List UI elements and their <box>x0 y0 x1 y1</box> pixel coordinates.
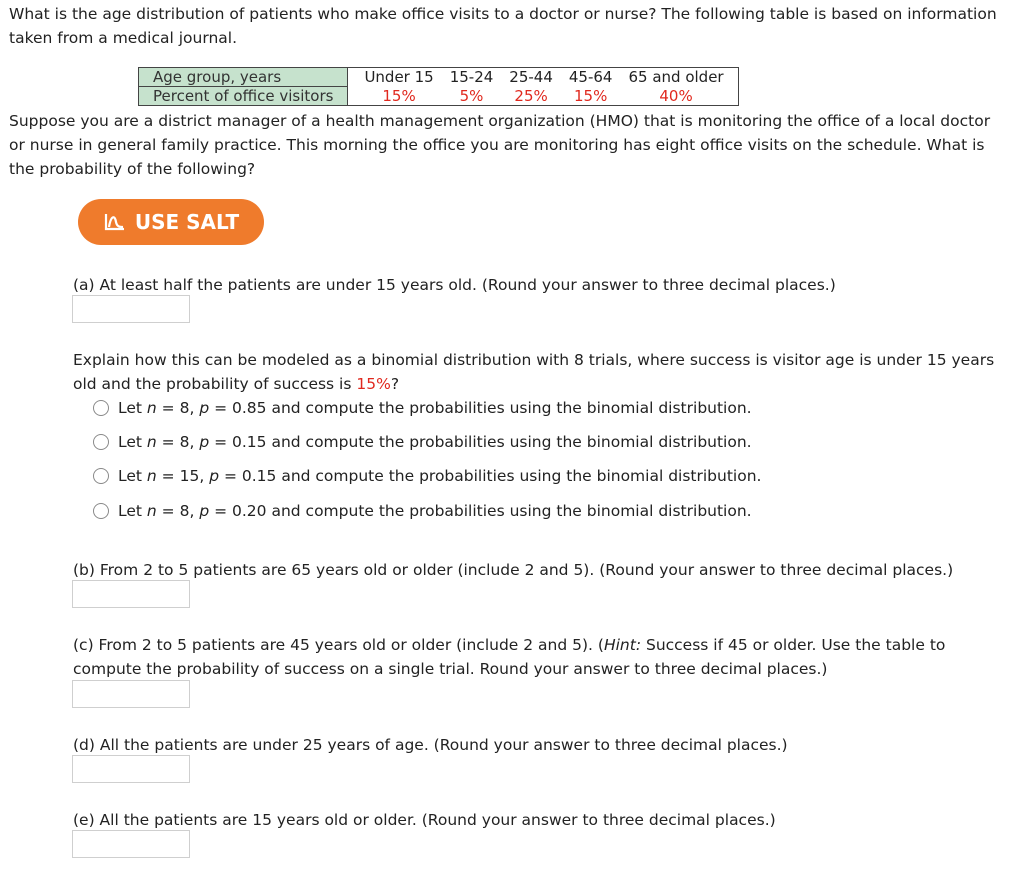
explain-text: Explain how this can be modeled as a binomial distribution with 8 trials, where success is visitor age is under 15 years old and the probability of success is <box>73 351 995 393</box>
option-p-value: 0.15 <box>232 433 267 451</box>
intro-text: What is the age distribution of patients who make office visits to a doctor or nurse? The following table is based on information taken from a medical journal. <box>9 5 997 47</box>
radio-button[interactable] <box>93 503 109 519</box>
part-c-question <box>73 633 1003 681</box>
radio-button[interactable] <box>93 468 109 484</box>
age-group-cell: 25-44 <box>501 68 561 87</box>
option-label: Let n = 8, p = 0.85 and compute the probabilities using the binomial distribution. <box>118 399 752 417</box>
table-row <box>139 68 739 87</box>
part-b-answer-input[interactable] <box>72 580 190 608</box>
binomial-option[interactable] <box>93 501 752 521</box>
part-c-hint: Hint: <box>603 636 642 654</box>
option-label: Let n = 15, p = 0.15 and compute the probabilities using the binomial distribution. <box>118 467 762 485</box>
percent-cell: 25% <box>501 87 561 106</box>
option-n-value: 15 <box>179 467 200 485</box>
option-p-value: 0.85 <box>232 399 267 417</box>
age-group-cell: 45-64 <box>561 68 621 87</box>
option-label: Let n = 8, p = 0.15 and compute the probabilities using the binomial distribution. <box>118 433 752 451</box>
part-c-post: Success if 45 or older. Use the table to compute the probability of success on a single trial. Round your answer to three decimal places.) <box>73 636 946 678</box>
percent-cell: 15% <box>348 87 442 106</box>
percent-cell: 40% <box>620 87 738 106</box>
age-group-cell: 65 and older <box>620 68 738 87</box>
salt-chart-icon <box>103 212 127 232</box>
part-a-answer-input[interactable] <box>72 295 190 323</box>
binomial-option[interactable] <box>93 432 752 452</box>
use-salt-button[interactable] <box>78 199 264 245</box>
part-d-question: (d) All the patients are under 25 years of age. (Round your answer to three decimal places.) <box>73 736 788 754</box>
radio-button[interactable] <box>93 400 109 416</box>
binomial-option[interactable] <box>93 466 761 486</box>
option-p-value: 0.20 <box>232 502 267 520</box>
age-group-cell: Under 15 <box>348 68 442 87</box>
part-b-question: (b) From 2 to 5 patients are 65 years old or older (include 2 and 5). (Round your answer to three decimal places.) <box>73 561 954 579</box>
part-a-question: (a) At least half the patients are under 15 years old. (Round your answer to three decimal places.) <box>73 276 836 294</box>
option-n-value: 8 <box>179 433 190 451</box>
binomial-option[interactable] <box>93 398 752 418</box>
row-header-age: Age group, years <box>139 68 348 87</box>
explain-question <box>73 348 1003 396</box>
part-e-answer-input[interactable] <box>72 830 190 858</box>
option-n-value: 8 <box>179 502 190 520</box>
use-salt-label: USE SALT <box>134 210 240 234</box>
row-header-percent: Percent of office visitors <box>139 87 348 106</box>
option-p-value: 0.15 <box>241 467 277 485</box>
scenario-text: Suppose you are a district manager of a health management organization (HMO) that is monitoring the office of a local doctor or nurse in general family practice. This morning the office you are monitoring has eight office visits on the schedule. What is the probability of the following? <box>9 112 991 178</box>
part-c-pre: (c) From 2 to 5 patients are 45 years old or older (include 2 and 5). ( <box>73 636 604 654</box>
part-e-question: (e) All the patients are 15 years old or older. (Round your answer to three decimal places.) <box>73 811 776 829</box>
age-group-cell: 15-24 <box>442 68 502 87</box>
radio-button[interactable] <box>93 434 109 450</box>
percent-cell: 15% <box>561 87 621 106</box>
explain-end: ? <box>390 375 400 393</box>
part-c-answer-input[interactable] <box>72 680 190 708</box>
table-row <box>139 87 739 106</box>
percent-cell: 5% <box>442 87 502 106</box>
part-d-answer-input[interactable] <box>72 755 190 783</box>
option-label: Let n = 8, p = 0.20 and compute the probabilities using the binomial distribution. <box>118 502 752 520</box>
age-distribution-table <box>138 67 739 106</box>
success-probability: 15% <box>356 375 391 393</box>
option-n-value: 8 <box>179 399 190 417</box>
